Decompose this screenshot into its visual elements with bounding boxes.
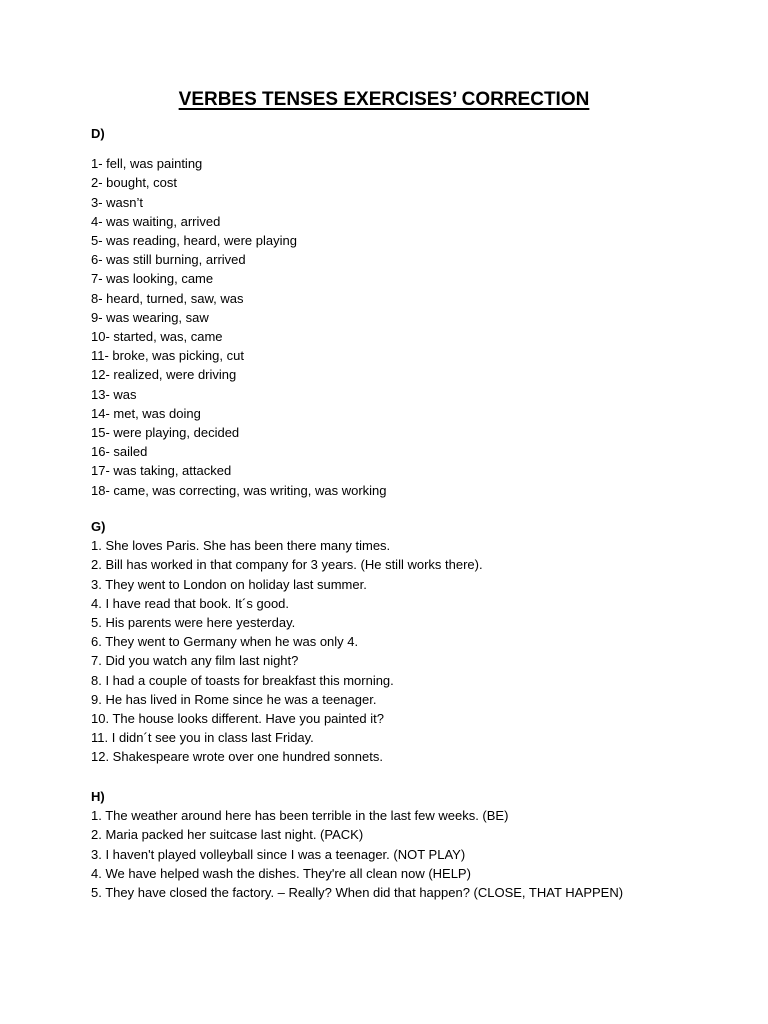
page-title-text: VERBES TENSES EXERCISES’ CORRECTION [178, 89, 590, 110]
section-d [91, 124, 651, 500]
answer-item: 9- was wearing, saw [91, 309, 209, 325]
answer-item: 13- was [91, 386, 137, 402]
answer-item: 15- were playing, decided [91, 425, 240, 441]
answer-item: 3- wasn’t [91, 194, 144, 210]
answer-item: 14- met, was doing [91, 405, 201, 421]
answer-item: 10- started, was, came [91, 329, 223, 345]
answer-item: 5. They have closed the factory. – Really? When did that happen? (CLOSE, THAT HAPPEN) [91, 885, 624, 901]
answer-item: 7. Did you watch any film last night? [91, 653, 299, 669]
answer-item: 4. I have read that book. It´s good. [91, 595, 290, 611]
answer-item: 1- fell, was painting [91, 156, 203, 172]
section-d-answer-list [91, 154, 651, 500]
answer-item: 11. I didn´t see you in class last Friday. [91, 730, 314, 746]
answer-item: 6- was still burning, arrived [91, 252, 246, 268]
answer-item: 5- was reading, heard, were playing [91, 233, 297, 249]
section-h [91, 787, 651, 902]
section-h-heading: H) [91, 789, 105, 804]
answer-item: 1. The weather around here has been terrible in the last few weeks. (BE) [91, 808, 509, 824]
answer-item: 2. Maria packed her suitcase last night. (PACK) [91, 827, 364, 843]
section-g-heading: G) [91, 519, 106, 534]
answer-item: 12- realized, were driving [91, 367, 237, 383]
answer-item: 2. Bill has worked in that company for 3 years. (He still works there). [91, 557, 483, 573]
answer-item: 4- was waiting, arrived [91, 213, 221, 229]
answer-item: 3. They went to London on holiday last summer. [91, 576, 367, 592]
section-d-heading: D) [91, 126, 105, 141]
answer-item: 17- was taking, attacked [91, 463, 232, 479]
section-g-answer-list [91, 536, 651, 766]
section-h-answer-list [91, 806, 651, 902]
answer-item: 4. We have helped wash the dishes. They're all clean now (HELP) [91, 865, 471, 881]
answer-item: 3. I haven't played volleyball since I was a teenager. (NOT PLAY) [91, 846, 466, 862]
section-g [91, 517, 651, 767]
answer-item: 10. The house looks different. Have you painted it? [91, 711, 384, 727]
answer-item: 9. He has lived in Rome since he was a teenager. [91, 691, 377, 707]
answer-item: 7- was looking, came [91, 271, 214, 287]
answer-item: 8- heard, turned, saw, was [91, 290, 244, 306]
answer-item: 12. Shakespeare wrote over one hundred sonnets. [91, 749, 383, 765]
answer-item: 11- broke, was picking, cut [91, 348, 244, 364]
answer-item: 1. She loves Paris. She has been there many times. [91, 538, 391, 554]
answer-item: 8. I had a couple of toasts for breakfast this morning. [91, 672, 394, 688]
answer-item: 2- bought, cost [91, 175, 177, 191]
answer-item: 16- sailed [91, 444, 148, 460]
page-title [0, 87, 768, 113]
answer-item: 6. They went to Germany when he was only 4. [91, 634, 359, 650]
answer-item: 5. His parents were here yesterday. [91, 615, 296, 631]
answer-item: 18- came, was correcting, was writing, was working [91, 482, 387, 498]
